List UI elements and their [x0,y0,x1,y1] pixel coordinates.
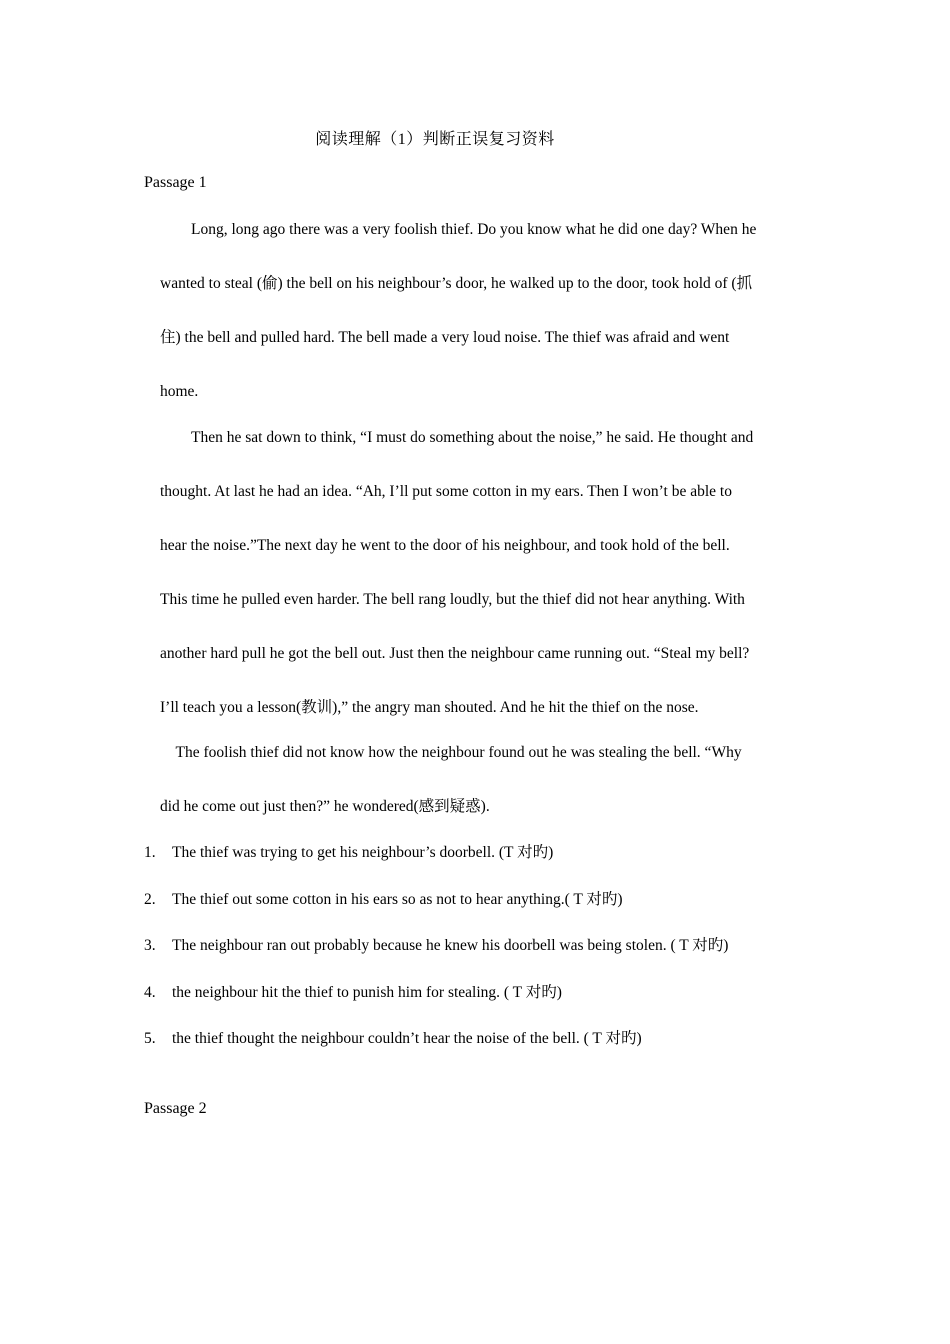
question-number: 2. [144,890,156,908]
question-number: 4. [144,983,156,1001]
paragraph-line: I’ll teach you a lesson(教训),” the angry man shouted. And he hit the thief on the nose. [160,699,699,716]
passage-1-paragraph-2 [160,429,820,719]
paragraph-line: did he come out just then?” he wondered(感到疑惑). [160,798,490,815]
paragraph-line: Then he sat down to think, “I must do something about the noise,” he said. He thought and [160,429,754,446]
paragraph-line: The foolish thief did not know how the neighbour found out he was stealing the bell. “Why [160,744,742,761]
question-list [144,844,824,1077]
paragraph-line: wanted to steal (偷) the bell on his neighbour’s door, he walked up to the door, took hold of (抓 [160,275,753,292]
question-text: The thief out some cotton in his ears so as not to hear anything.( T 对旳) [172,890,623,908]
passage-1-paragraph-1 [160,221,820,403]
question-number: 3. [144,937,156,954]
question-item [144,844,824,891]
question-number: 1. [144,844,156,861]
question-text: The neighbour ran out probably because he knew his doorbell was being stolen. ( T 对旳) [172,937,729,954]
passage-1-label: Passage 1 [144,174,207,191]
paragraph-line: This time he pulled even harder. The bell rang loudly, but the thief did not hear anything. With [160,591,745,608]
question-item [144,937,824,984]
paragraph-line: thought. At last he had an idea. “Ah, I’ll put some cotton in my ears. Then I won’t be able to [160,483,732,500]
passage-1-paragraph-3 [160,744,820,818]
question-text: the thief thought the neighbour couldn’t hear the noise of the bell. ( T 对旳) [172,1030,642,1047]
question-number: 5. [144,1030,156,1047]
document-title: 阅读理解（1）判断正误复习资料 [315,131,555,148]
question-text: The thief was trying to get his neighbour’s doorbell. (T 对旳) [172,844,554,861]
paragraph-line: another hard pull he got the bell out. Just then the neighbour came running out. “Steal my bell? [160,645,750,662]
paragraph-line: hear the noise.”The next day he went to the door of his neighbour, and took hold of the bell. [160,537,730,554]
question-item [144,891,824,938]
paragraph-line: 住) the bell and pulled hard. The bell made a very loud noise. The thief was afraid and went [160,329,730,346]
paragraph-line: home. [160,383,199,400]
question-text: the neighbour hit the thief to punish him for stealing. ( T 对旳) [172,983,562,1001]
question-item [144,984,824,1031]
passage-2-label: Passage 2 [144,1100,207,1117]
paragraph-line: Long, long ago there was a very foolish thief. Do you know what he did one day? When he [160,221,757,238]
question-item [144,1030,824,1077]
